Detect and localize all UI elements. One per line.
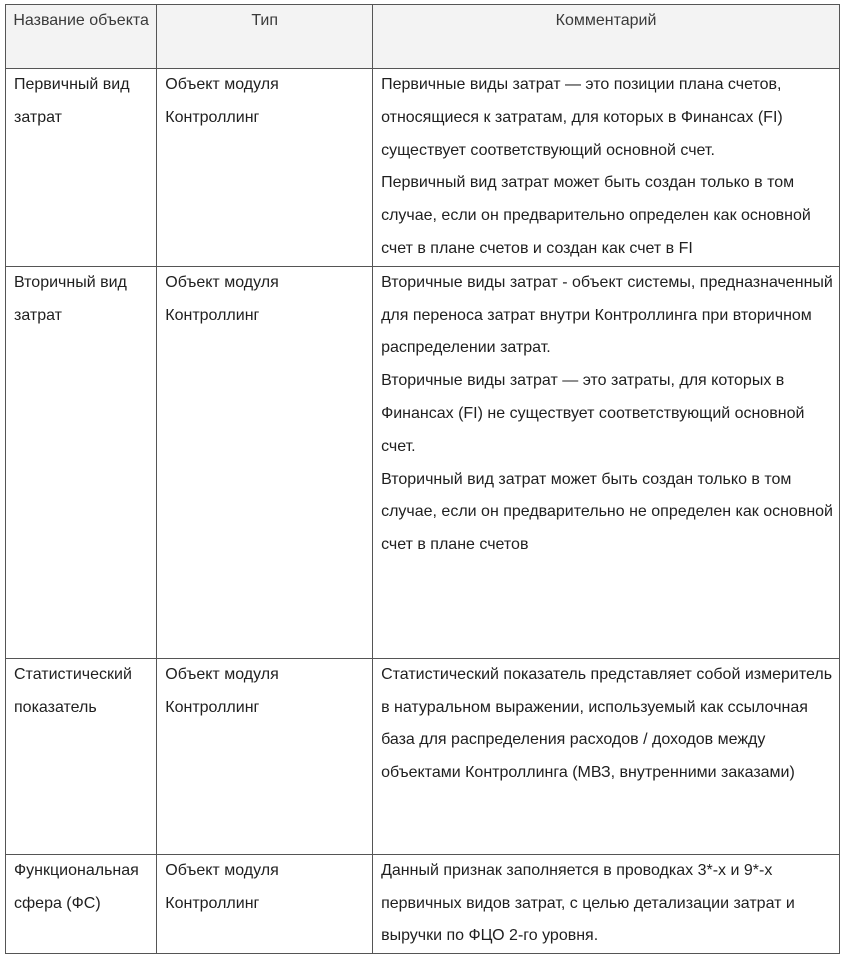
comment-paragraph: Первичные виды затрат — это позиции плана счетов, относящиеся к затратам, для которых в Финансах (FI) существует соответствующий основной счет. [381, 76, 783, 159]
row-type: Объект модуля Контроллинг [157, 266, 373, 658]
header-type: Тип [157, 5, 373, 69]
row-comment [373, 266, 840, 658]
cost-objects-table [5, 4, 840, 954]
header-comment: Комментарий [373, 5, 840, 69]
comment-paragraph: Вторичные виды затрат - объект системы, предназначенный для переноса затрат внутри Контроллинга при вторичном распределении затрат. [381, 273, 833, 357]
document [5, 4, 840, 954]
row-name: Статистический показатель [6, 658, 157, 854]
table-row [6, 266, 840, 658]
row-comment [373, 658, 840, 854]
table-row [6, 658, 840, 854]
row-comment [373, 69, 840, 267]
comment-paragraph: Первичный вид затрат может быть создан только в том случае, если он предварительно определен как основной счет в плане счетов и создан как счет в FI [381, 174, 811, 257]
comment-paragraph: Данный признак заполняется в проводках 3*-х и 9*-х первичных видов затрат, с целью детализации затрат и выручки по ФЦО 2-го уровня. [381, 861, 795, 945]
row-name: Вторичный вид затрат [6, 266, 157, 658]
table-row [6, 854, 840, 953]
comment-paragraph: Статистический показатель представляет собой измеритель в натуральном выражении, используемый как ссылочная база для распределения расходов / доходов между объектами Контроллинга (МВЗ, внутренними заказами) [381, 665, 833, 782]
row-type: Объект модуля Контроллинг [157, 854, 373, 953]
table-header-row [6, 5, 840, 69]
row-type: Объект модуля Контроллинг [157, 658, 373, 854]
table-row [6, 69, 840, 267]
header-name: Название объекта [6, 5, 157, 69]
comment-paragraph: Вторичные виды затрат — это затраты, для которых в Финансах (FI) не существует соответствующий основной счет. [381, 372, 805, 455]
row-type: Объект модуля Контроллинг [157, 69, 373, 267]
row-comment [373, 854, 840, 953]
row-name: Первичный вид затрат [6, 69, 157, 267]
comment-paragraph: Вторичный вид затрат может быть создан только в том случае, если он предварительно не определен как основной счет в плане счетов [381, 470, 833, 554]
row-name: Функциональная сфера (ФС) [6, 854, 157, 953]
